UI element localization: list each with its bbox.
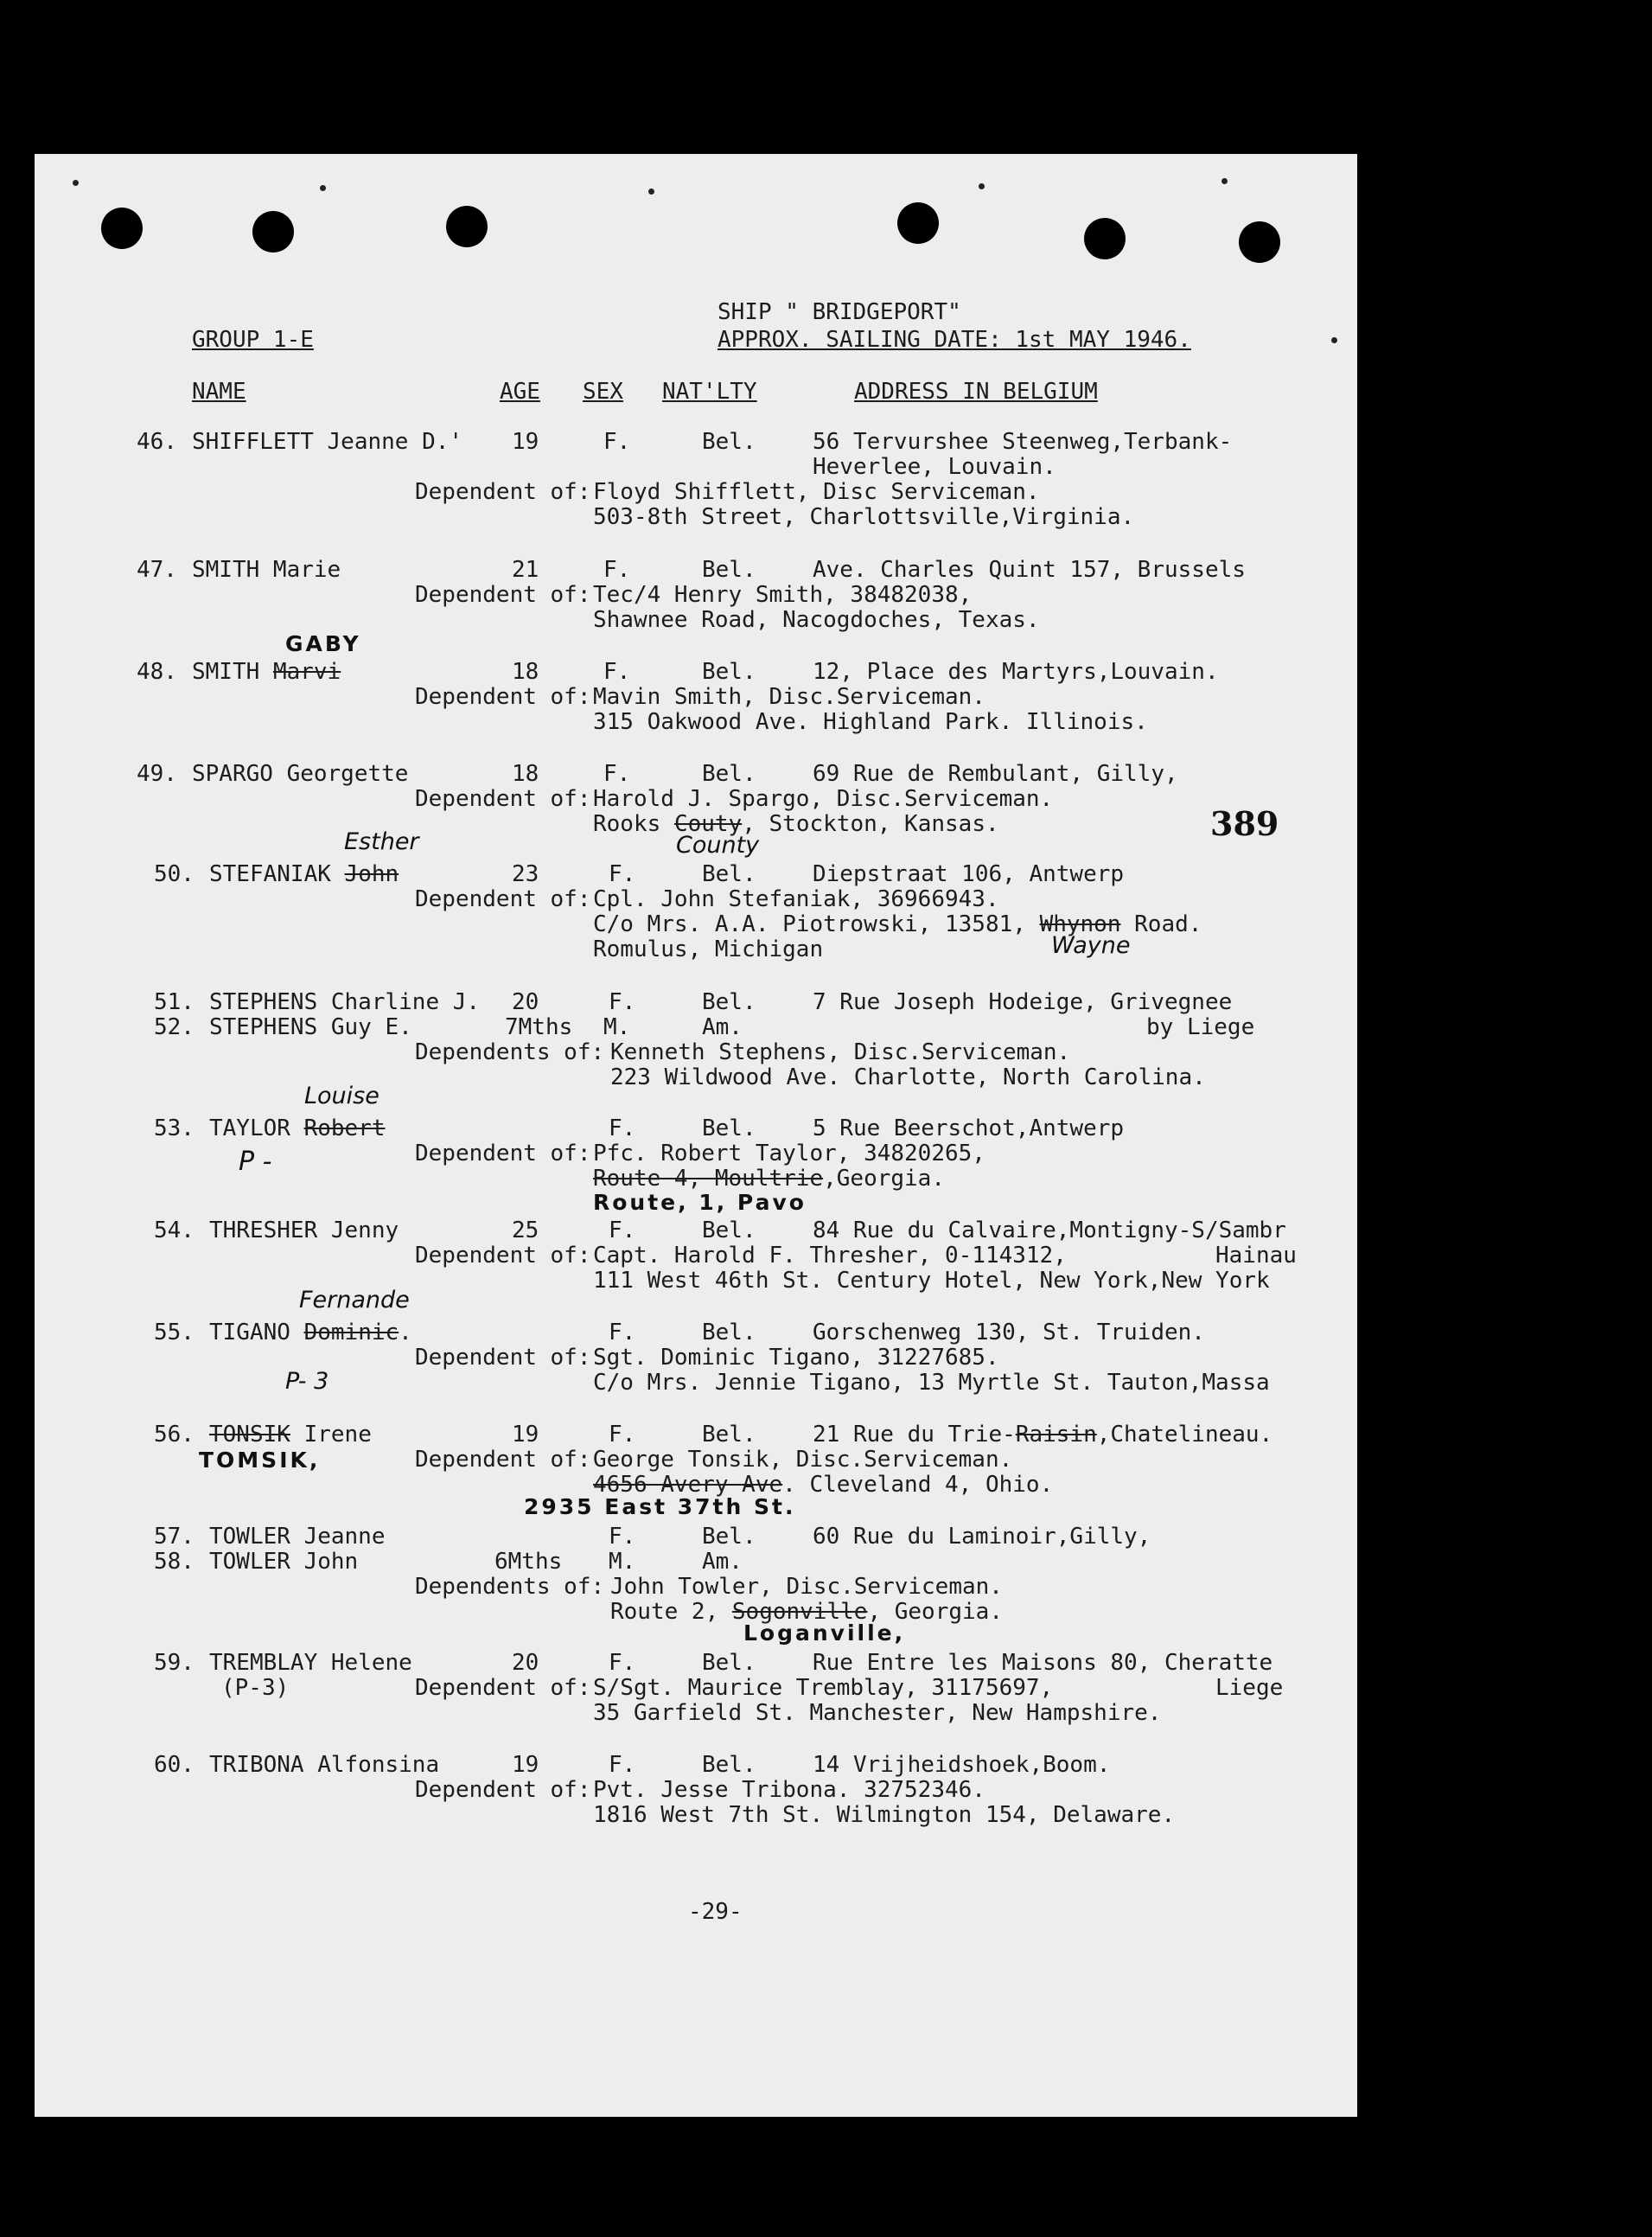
entry-number: 56.	[154, 1422, 195, 1448]
entry-address: Ave. Charles Quint 157, Brussels	[813, 557, 1246, 583]
group-label: GROUP 1-E	[192, 327, 314, 353]
entry-number: 53.	[154, 1115, 195, 1141]
entry-number: 57.	[154, 1524, 195, 1550]
entry-nationality: Bel.	[702, 1650, 756, 1676]
struck-text: Whynon	[1039, 911, 1121, 937]
dependent-address	[593, 811, 999, 837]
dependent-address-part: . Cleveland 4, Ohio.	[782, 1472, 1054, 1498]
entry-sex: F.	[609, 1218, 636, 1243]
page-number: -29-	[688, 1899, 743, 1925]
punch-hole	[446, 206, 488, 247]
entry-name	[209, 1115, 386, 1141]
entry-age: 6Mths	[494, 1549, 563, 1575]
dependents-label: Dependents of:	[415, 1574, 605, 1600]
dependent-address-part: Rooks	[593, 811, 661, 837]
struck-name: Marvi	[272, 659, 341, 685]
entry-address: Liege	[1215, 1675, 1284, 1701]
struck-name: John	[344, 861, 399, 887]
entry-sex: F.	[609, 989, 636, 1015]
entry-nationality: Am.	[702, 1549, 743, 1575]
entry-number: 46.	[137, 429, 177, 455]
entry-sex: F.	[603, 429, 631, 455]
entry-nationality: Bel.	[702, 1752, 756, 1778]
entry-sex: F.	[609, 1422, 636, 1448]
entry-number: 47.	[137, 557, 177, 583]
dependent-label: Dependent of:	[415, 1141, 591, 1166]
entry-age: 19	[512, 1752, 539, 1778]
speck	[1331, 337, 1337, 343]
entry-name	[192, 659, 341, 685]
column-header-name: NAME	[192, 379, 246, 405]
entry-nationality: Bel.	[702, 1422, 756, 1448]
entry-number: 58.	[154, 1549, 195, 1575]
handwritten-correction: Fernande	[299, 1287, 410, 1313]
entry-sex: F.	[609, 1650, 636, 1676]
dependent-address: 35 Garfield St. Manchester, New Hampshire.	[593, 1700, 1162, 1726]
dependent-address-part: , Georgia.	[867, 1599, 1003, 1625]
dependent-label: Dependent of:	[415, 1243, 591, 1269]
dependent-address: Romulus, Michigan	[593, 936, 824, 962]
entry-address: by Liege	[1146, 1014, 1255, 1040]
entry-name: STEPHENS Guy E.	[209, 1014, 412, 1040]
dependent-info: John Towler, Disc.Serviceman.	[610, 1574, 1003, 1600]
entry-age: 7Mths	[505, 1014, 573, 1040]
entry-name	[209, 1422, 372, 1448]
punch-hole	[1084, 218, 1126, 259]
column-header-sex: SEX	[583, 379, 623, 405]
entry-nationality: Bel.	[702, 1524, 756, 1550]
dependent-address-part: Route 2,	[610, 1599, 719, 1625]
speck	[73, 180, 79, 186]
struck-text: Sogonville	[731, 1599, 868, 1625]
entry-nationality: Bel.	[702, 861, 756, 887]
punch-hole	[1239, 221, 1280, 263]
dependent-label: Dependent of:	[415, 886, 591, 912]
entry-address: 12, Place des Martyrs,Louvain.	[813, 659, 1219, 685]
handwritten-correction: Louise	[304, 1083, 380, 1109]
handwritten-correction: TOMSIK,	[199, 1448, 321, 1473]
entry-nationality: Bel.	[702, 989, 756, 1015]
entry-address-part: 21 Rue du Trie-	[813, 1422, 1016, 1448]
dependent-info: Sgt. Dominic Tigano, 31227685.	[593, 1345, 999, 1371]
dependent-address: 111 West 46th St. Century Hotel, New York,New York	[593, 1268, 1270, 1294]
entry-name: STEPHENS Charline J.	[209, 989, 481, 1015]
entry-address: 14 Vrijheidshoek,Boom.	[813, 1752, 1111, 1778]
entry-address: Heverlee, Louvain.	[813, 454, 1056, 480]
dependent-label: Dependent of:	[415, 479, 591, 505]
handwritten-correction: 2935 East 37th St.	[524, 1494, 796, 1519]
entry-sex: F.	[609, 861, 636, 887]
entry-age: 20	[512, 1650, 539, 1676]
handwritten-correction: GABY	[285, 631, 361, 656]
entry-name-end: .	[399, 1320, 412, 1345]
dependent-label: Dependent of:	[415, 1675, 591, 1701]
dependent-address: 503-8th Street, Charlottsville,Virginia.	[593, 504, 1135, 530]
dependent-label: Dependent of:	[415, 1345, 591, 1371]
entry-number: 51.	[154, 989, 195, 1015]
punch-hole	[101, 208, 143, 249]
entry-age: 23	[512, 861, 539, 887]
entry-address-part: ,Chatelineau.	[1096, 1422, 1273, 1448]
entry-surname: TAYLOR	[209, 1115, 290, 1141]
dependent-address-part: ,Georgia.	[823, 1166, 945, 1192]
entry-number: 55.	[154, 1320, 195, 1345]
speck	[979, 183, 985, 189]
entry-name: TOWLER Jeanne	[209, 1524, 386, 1550]
handwritten-note: P -	[239, 1147, 272, 1177]
dependent-info: Capt. Harold F. Thresher, 0-114312,	[593, 1243, 1067, 1269]
dependent-label: Dependent of:	[415, 1777, 591, 1803]
entry-name: TREMBLAY Helene	[209, 1650, 412, 1676]
dependent-address-part: Road.	[1134, 911, 1202, 937]
entry-age: 19	[512, 1422, 539, 1448]
entry-name: THRESHER Jenny	[209, 1218, 399, 1243]
entry-nationality: Am.	[702, 1014, 743, 1040]
dependent-info: Harold J. Spargo, Disc.Serviceman.	[593, 786, 1054, 812]
entry-number: 60.	[154, 1752, 195, 1778]
dependent-address-part: , Stockton, Kansas.	[742, 811, 999, 837]
dependent-info: Pvt. Jesse Tribona. 32752346.	[593, 1777, 985, 1803]
dependent-address-part: C/o Mrs. A.A. Piotrowski, 13581,	[593, 911, 1026, 937]
speck	[320, 185, 326, 191]
entry-address: Hainau	[1215, 1243, 1297, 1269]
entry-surname: TIGANO	[209, 1320, 290, 1345]
column-header-address: ADDRESS IN BELGIUM	[854, 379, 1098, 405]
entry-age: 25	[512, 1218, 539, 1243]
entry-address: 69 Rue de Rembulant, Gilly,	[813, 761, 1178, 787]
entry-name: SPARGO Georgette	[192, 761, 409, 787]
entry-sex: M.	[603, 1014, 631, 1040]
entry-given-name: Irene	[303, 1422, 372, 1448]
struck-text: Route 4, Moultrie	[593, 1166, 824, 1192]
entry-address: 60 Rue du Laminoir,Gilly,	[813, 1524, 1151, 1550]
speck	[648, 189, 654, 195]
handwritten-correction: Wayne	[1051, 932, 1131, 959]
column-header-nationality: NAT'LTY	[662, 379, 757, 405]
dependent-info: Floyd Shifflett, Disc Serviceman.	[593, 479, 1040, 505]
sailing-date-text: APPROX. SAILING DATE: 1st MAY 1946.	[718, 327, 1191, 353]
dependent-info: Pfc. Robert Taylor, 34820265,	[593, 1141, 985, 1166]
punch-hole	[252, 211, 294, 252]
dependent-info: George Tonsik, Disc.Serviceman.	[593, 1447, 1013, 1473]
dependent-address: 223 Wildwood Ave. Charlotte, North Carolina.	[610, 1064, 1206, 1090]
entry-address: Rue Entre les Maisons 80, Cheratte	[813, 1650, 1273, 1676]
entry-age: 19	[512, 429, 539, 455]
entry-age: 18	[512, 659, 539, 685]
struck-text: Raisin	[1015, 1422, 1097, 1448]
handwritten-correction: Route, 1, Pavo	[593, 1190, 807, 1215]
entry-surname: STEFANIAK	[209, 861, 331, 887]
entry-sex: F.	[603, 659, 631, 685]
column-header-age: AGE	[500, 379, 540, 405]
handwritten-correction: County	[676, 832, 760, 859]
dependent-info: Tec/4 Henry Smith, 38482038,	[593, 582, 973, 608]
handwritten-note: P- 3	[285, 1368, 329, 1395]
dependent-info: Mavin Smith, Disc.Serviceman.	[593, 684, 985, 710]
entry-age: 21	[512, 557, 539, 583]
entry-sex: F.	[609, 1752, 636, 1778]
entry-nationality: Bel.	[702, 761, 756, 787]
dependents-label: Dependents of:	[415, 1039, 605, 1065]
struck-name: Robert	[303, 1115, 386, 1141]
entry-nationality: Bel.	[702, 1320, 756, 1345]
entry-sex: F.	[609, 1524, 636, 1550]
entry-surname: SMITH	[192, 659, 260, 685]
entry-sex: F.	[609, 1115, 636, 1141]
entry-number: 54.	[154, 1218, 195, 1243]
entry-number: 48.	[137, 659, 177, 685]
entry-address: 5 Rue Beerschot,Antwerp	[813, 1115, 1125, 1141]
stamped-number: 389	[1210, 804, 1279, 843]
dependent-info: Cpl. John Stefaniak, 36966943.	[593, 886, 999, 912]
entry-age: 20	[512, 989, 539, 1015]
entry-number: 59.	[154, 1650, 195, 1676]
entry-nationality: Bel.	[702, 557, 756, 583]
dependent-address: Shawnee Road, Nacogdoches, Texas.	[593, 607, 1040, 633]
struck-name: Dominic	[303, 1320, 399, 1345]
entry-sex: F.	[603, 761, 631, 787]
dependent-info: Kenneth Stephens, Disc.Serviceman.	[610, 1039, 1071, 1065]
entry-name	[209, 861, 399, 887]
entry-name: SHIFFLETT Jeanne D.'	[192, 429, 463, 455]
entry-address: Diepstraat 106, Antwerp	[813, 861, 1125, 887]
entry-age: 18	[512, 761, 539, 787]
handwritten-correction: Loganville,	[743, 1620, 906, 1646]
dependent-address: 1816 West 7th St. Wilmington 154, Delaware.	[593, 1802, 1176, 1828]
entry-address: Gorschenweg 130, St. Truiden.	[813, 1320, 1205, 1345]
entry-address: 7 Rue Joseph Hodeige, Grivegnee	[813, 989, 1233, 1015]
entry-name	[209, 1320, 412, 1345]
entry-nationality: Bel.	[702, 1115, 756, 1141]
entry-nationality: Bel.	[702, 429, 756, 455]
dependent-label: Dependent of:	[415, 1447, 591, 1473]
sailing-date	[718, 327, 1191, 353]
entry-name: SMITH Marie	[192, 557, 341, 583]
entry-address	[813, 1422, 1272, 1448]
handwritten-correction: Esther	[344, 828, 419, 855]
entry-nationality: Bel.	[702, 659, 756, 685]
struck-name: TONSIK	[209, 1422, 290, 1448]
entry-number: 52.	[154, 1014, 195, 1040]
entry-address: 56 Tervurshee Steenweg,Terbank-	[813, 429, 1233, 455]
speck	[1221, 178, 1228, 184]
entry-name: TRIBONA Alfonsina	[209, 1752, 440, 1778]
document-page	[35, 154, 1357, 2117]
dependent-label: Dependent of:	[415, 786, 591, 812]
entry-sex: M.	[609, 1549, 636, 1575]
dependent-address	[593, 1166, 945, 1192]
dependent-address: 315 Oakwood Ave. Highland Park. Illinois.	[593, 709, 1148, 735]
ship-name: SHIP " BRIDGEPORT"	[718, 299, 961, 325]
punch-hole	[897, 202, 939, 244]
entry-number: 50.	[154, 861, 195, 887]
dependent-label: Dependent of:	[415, 582, 591, 608]
entry-sex: F.	[609, 1320, 636, 1345]
entry-nationality: Bel.	[702, 1218, 756, 1243]
dependent-info: S/Sgt. Maurice Tremblay, 31175697,	[593, 1675, 1054, 1701]
struck-text: 4656 Avery Ave	[593, 1472, 783, 1498]
dependent-label: Dependent of:	[415, 684, 591, 710]
entry-address: 84 Rue du Calvaire,Montigny-S/Sambr	[813, 1218, 1286, 1243]
entry-number: 49.	[137, 761, 177, 787]
struck-text: Couty	[673, 811, 743, 837]
entry-subnote: (P-3)	[221, 1675, 290, 1701]
entry-sex: F.	[603, 557, 631, 583]
dependent-address: C/o Mrs. Jennie Tigano, 13 Myrtle St. Tauton,Massa	[593, 1370, 1270, 1396]
entry-name: TOWLER John	[209, 1549, 359, 1575]
